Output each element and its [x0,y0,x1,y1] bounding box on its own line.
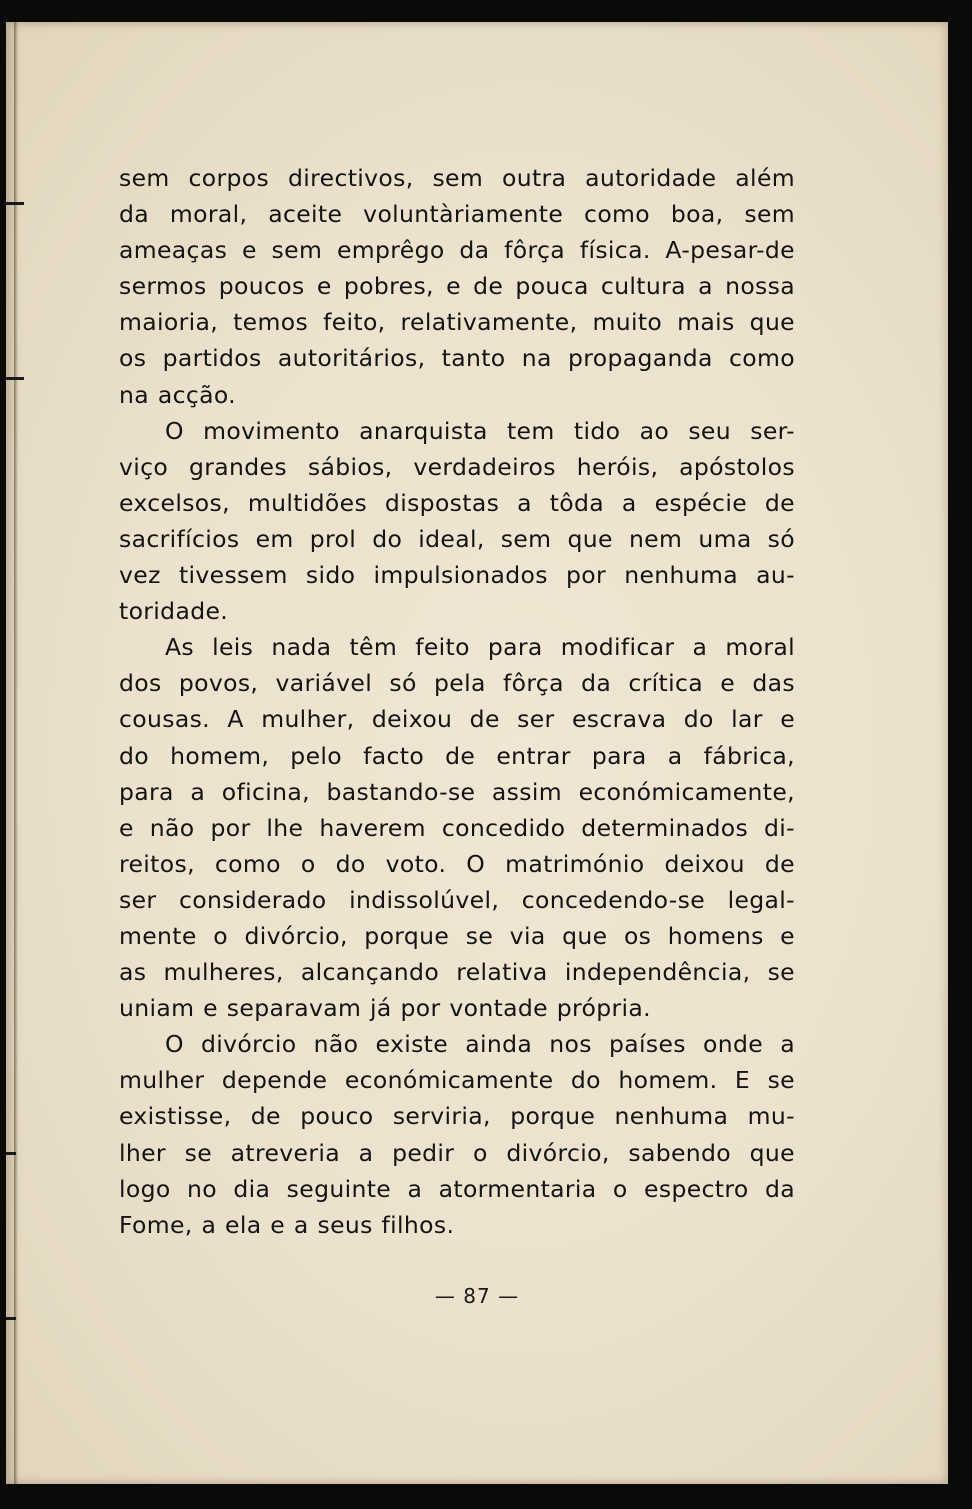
text-line: dos povos, variável só pela fôrça da crítica e das [119,669,795,698]
text-line: vez tivessem sido impulsionados por nenhuma au- [119,561,795,590]
text-line: mente o divórcio, porque se via que os homens e [119,921,795,950]
text-line: as mulheres, alcançando relativa independência, se [119,958,795,987]
margin-mark [6,377,24,380]
text-line: O divórcio não existe ainda nos países onde a [165,1030,795,1059]
paragraph [119,160,795,413]
text-line: existisse, de pouco serviria, porque nenhuma mu- [119,1102,795,1131]
text-line: os partidos autoritários, tanto na propaganda como [119,344,795,373]
text-line: logo no dia seguinte a atormentaria o espectro da [119,1174,795,1203]
text-line: Fome, a ela e a seus filhos. [119,1210,455,1239]
text-line: sem corpos directivos, sem outra autoridade além [119,164,795,192]
text-line: do homem, pelo facto de entrar para a fábrica, [119,741,795,770]
text-line: excelsos, multidões dispostas a tôda a espécie de [119,488,795,517]
text-line: maioria, temos feito, relativamente, muito mais que [119,308,795,337]
text-line: sermos poucos e pobres, e de pouca cultura a nossa [119,272,795,301]
text-line: sacrifícios em prol do ideal, sem que nem uma só [119,524,795,553]
text-line: ser considerado indissolúvel, concedendo-se legal- [119,885,795,914]
body-text [119,160,795,1243]
text-line: mulher depende económicamente do homem. E se [119,1066,795,1095]
text-line: viço grandes sábios, verdadeiros heróis, apóstolos [119,452,795,481]
text-line: para a oficina, bastando-se assim económicamente, [119,777,795,806]
text-line: da moral, aceite voluntàriamente como boa, sem [119,200,795,229]
text-line: uniam e separavam já por vontade própria. [119,994,651,1023]
text-line: lher se atreveria a pedir o divórcio, sabendo que [119,1138,795,1167]
text-line: cousas. A mulher, deixou de ser escrava do lar e [119,705,795,734]
paragraph [119,413,795,630]
margin-mark [6,202,24,205]
text-line: reitos, como o do voto. O matrimónio deixou de [119,849,795,878]
text-line: O movimento anarquista tem tido ao seu ser- [165,416,795,445]
text-line: toridade. [119,597,229,626]
text-line: na acção. [119,380,236,409]
book-page [6,22,948,1484]
page-gutter [14,22,18,1484]
margin-mark [6,1152,16,1155]
margin-mark [6,1317,16,1320]
text-line: As leis nada têm feito para modificar a moral [165,633,795,662]
paragraph [119,629,795,1026]
paragraph [119,1026,795,1243]
page-number: — 87 — [434,1284,520,1308]
text-line: e não por lhe haverem concedido determinados di- [119,813,795,842]
text-line: ameaças e sem emprêgo da fôrça física. A-pesar-de [119,236,795,265]
